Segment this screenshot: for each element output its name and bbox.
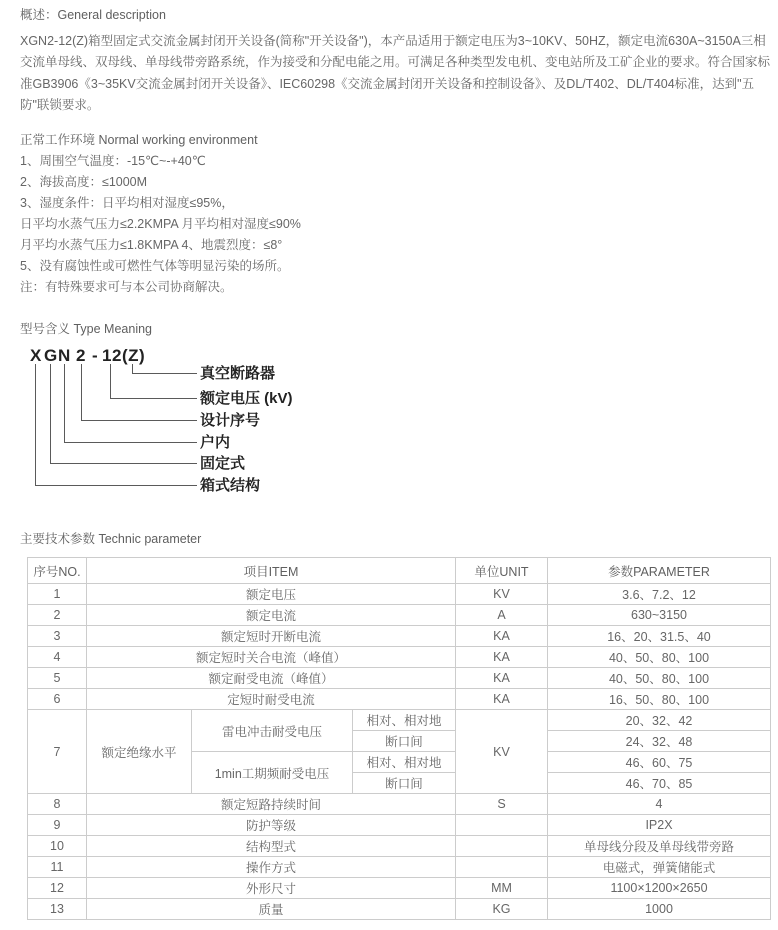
table-row — [28, 878, 771, 899]
cell-no: 10 — [28, 836, 87, 857]
cell-condition: 相对、相对地 — [353, 752, 456, 773]
environment-line: 2、海拔高度：≤1000M — [20, 175, 148, 189]
environment-title: 正常工作环境 Normal working environment — [20, 132, 258, 147]
cell-no: 6 — [28, 689, 87, 710]
cell-item: 额定电流 — [87, 605, 456, 626]
cell-no: 12 — [28, 878, 87, 899]
cell-insulation-group: 额定绝缘水平 — [87, 710, 192, 794]
overview-title: 概述：General description — [20, 8, 166, 22]
cell-unit: MM — [456, 878, 548, 899]
header-item: 项目ITEM — [87, 558, 456, 584]
model-label-fixed-type: 固定式 — [200, 454, 246, 472]
cell-unit — [456, 836, 548, 857]
model-label-design-serial: 设计序号 — [200, 411, 261, 429]
cell-item: 结构型式 — [87, 836, 456, 857]
type-meaning-title: 型号含义 Type Meaning — [20, 322, 152, 336]
cell-param: 电磁式，弹簧储能式 — [548, 857, 771, 878]
model-part-12: 12 — [102, 345, 122, 365]
cell-unit: KG — [456, 899, 548, 920]
cell-param: 40、50、80、100 — [548, 647, 771, 668]
cell-unit: KA — [456, 668, 548, 689]
cell-item: 定短时耐受电流 — [87, 689, 456, 710]
cell-unit: KA — [456, 626, 548, 647]
cell-param: IP2X — [548, 815, 771, 836]
cell-param: 单母线分段及单母线带旁路 — [548, 836, 771, 857]
type-meaning-diagram — [20, 342, 770, 505]
table-row — [28, 857, 771, 878]
cell-unit: KV — [456, 710, 548, 794]
table-row-insulation — [28, 710, 771, 731]
cell-param: 24、32、48 — [548, 731, 771, 752]
cell-param: 16、50、80、100 — [548, 689, 771, 710]
model-label-vacuum-breaker: 真空断路器 — [200, 364, 276, 382]
environment-line: 注：有特殊要求可与本公司协商解决。 — [20, 280, 233, 294]
cell-param: 4 — [548, 794, 771, 815]
model-part-2: 2 — [76, 345, 86, 365]
cell-lightning-impulse: 雷电冲击耐受电压 — [192, 710, 353, 752]
table-row — [28, 899, 771, 920]
table-row — [28, 584, 771, 605]
environment-line: 1、周围空气温度：-15℃~-+40℃ — [20, 154, 206, 168]
cell-no: 8 — [28, 794, 87, 815]
cell-no: 11 — [28, 857, 87, 878]
cell-no: 9 — [28, 815, 87, 836]
table-row — [28, 668, 771, 689]
environment-line: 3、湿度条件：日平均相对湿度≤95%， — [20, 196, 234, 210]
cell-param: 3.6、7.2、12 — [548, 584, 771, 605]
cell-unit: KV — [456, 584, 548, 605]
cell-param: 1100×1200×2650 — [548, 878, 771, 899]
environment-line: 日平均水蒸气压力≤2.2KMPA 月平均相对湿度≤90% — [20, 217, 301, 231]
cell-item: 额定短时开断电流 — [87, 626, 456, 647]
cell-param: 46、70、85 — [548, 773, 771, 794]
cell-no: 13 — [28, 899, 87, 920]
model-part-x: X — [30, 345, 42, 365]
cell-unit — [456, 815, 548, 836]
cell-param: 1000 — [548, 899, 771, 920]
environment-line: 月平均水蒸气压力≤1.8KMPA 4、地震烈度：≤8° — [20, 238, 283, 252]
table-row — [28, 605, 771, 626]
model-part-dash: - — [92, 345, 99, 365]
model-connector-x — [35, 364, 197, 486]
model-part-g: G — [44, 345, 58, 365]
cell-condition: 相对、相对地 — [353, 710, 456, 731]
environment-list — [20, 151, 770, 298]
table-row — [28, 626, 771, 647]
model-part-n: N — [58, 345, 71, 365]
cell-unit: KA — [456, 689, 548, 710]
table-row — [28, 794, 771, 815]
cell-power-frequency: 1min工期频耐受电压 — [192, 752, 353, 794]
cell-param: 46、60、75 — [548, 752, 771, 773]
cell-no: 7 — [28, 710, 87, 794]
cell-item: 质量 — [87, 899, 456, 920]
parameters-table — [27, 557, 771, 920]
cell-item: 额定短时关合电流（峰值） — [87, 647, 456, 668]
cell-item: 防护等级 — [87, 815, 456, 836]
cell-unit: KA — [456, 647, 548, 668]
cell-item: 额定电压 — [87, 584, 456, 605]
cell-item: 额定短路持续时间 — [87, 794, 456, 815]
cell-unit: S — [456, 794, 548, 815]
header-param: 参数PARAMETER — [548, 558, 771, 584]
model-label-box-structure: 箱式结构 — [200, 476, 261, 494]
cell-param: 16、20、31.5、40 — [548, 626, 771, 647]
cell-condition: 断口间 — [353, 731, 456, 752]
table-row — [28, 689, 771, 710]
table-row — [28, 647, 771, 668]
environment-line: 5、没有腐蚀性或可燃性气体等明显污染的场所。 — [20, 259, 290, 273]
cell-param: 40、50、80、100 — [548, 668, 771, 689]
cell-unit: A — [456, 605, 548, 626]
overview-body: XGN2-12(Z)箱型固定式交流金属封闭开关设备(简称"开关设备")，本产品适用于额定电压为3~10KV、50HZ，额定电流630A~3150A三相交流单母线、双母线、单母线带旁路系统，作为接受和分配电能之用。可满足各种类型发电机、变电站所及工矿企业的要求。符合国家标准GB3906《3~35KV交流金属封闭开关设备》、IEC60298《交流金属封闭开关设备和控制设备》、及DL/T402、DL/T404标准，达到"五防"联锁要求。 — [20, 33, 771, 112]
model-label-indoor: 户内 — [200, 433, 231, 451]
table-row — [28, 836, 771, 857]
cell-param: 630~3150 — [548, 605, 771, 626]
cell-item: 外形尺寸 — [87, 878, 456, 899]
cell-item: 操作方式 — [87, 857, 456, 878]
cell-no: 2 — [28, 605, 87, 626]
model-label-rated-voltage: 额定电压 (kV) — [200, 389, 293, 407]
model-part-z: (Z) — [122, 345, 146, 365]
cell-no: 4 — [28, 647, 87, 668]
cell-condition: 断口间 — [353, 773, 456, 794]
header-no: 序号NO. — [28, 558, 87, 584]
cell-no: 5 — [28, 668, 87, 689]
cell-param: 20、32、42 — [548, 710, 771, 731]
cell-item: 额定耐受电流（峰值） — [87, 668, 456, 689]
table-row — [28, 815, 771, 836]
table-header-row — [28, 558, 771, 584]
cell-no: 3 — [28, 626, 87, 647]
header-unit: 单位UNIT — [456, 558, 548, 584]
cell-no: 1 — [28, 584, 87, 605]
parameters-title: 主要技术参数 Technic parameter — [20, 531, 202, 546]
cell-unit — [456, 857, 548, 878]
